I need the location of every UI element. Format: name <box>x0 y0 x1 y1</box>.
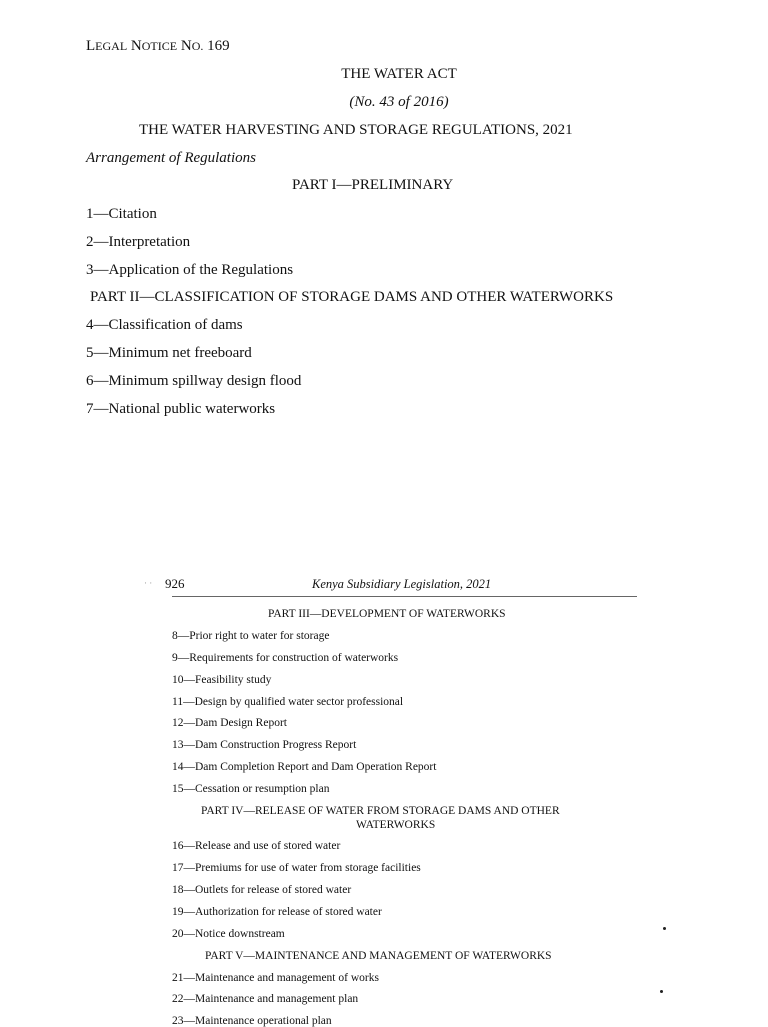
notice-cap-n: N <box>130 38 142 54</box>
part1-heading: PART I—PRELIMINARY <box>292 177 454 193</box>
part1-item: 1—Citation <box>86 206 157 222</box>
part3-item: 13—Dam Construction Progress Report <box>172 739 357 751</box>
notice-cap-n2: N <box>180 38 192 54</box>
running-header: Kenya Subsidiary Legislation, 2021 <box>312 577 492 591</box>
part3-item: 10—Feasibility study <box>172 674 272 686</box>
part3-item: 8—Prior right to water for storage <box>172 630 330 642</box>
part5-item: 23—Maintenance operational plan <box>172 1015 332 1027</box>
part5-item: 21—Maintenance and management of works <box>172 972 379 984</box>
act-title: THE WATER ACT <box>341 66 457 82</box>
part5-item: 22—Maintenance and management plan <box>172 993 359 1005</box>
part1-item: 3—Application of the Regulations <box>86 262 294 278</box>
scan-speck <box>660 990 663 993</box>
part4-heading-line1: PART IV—RELEASE OF WATER FROM STORAGE DAMS AND OTHER <box>201 805 560 817</box>
notice-number: 169 <box>207 38 230 54</box>
notice-rest-o: O. <box>191 39 204 53</box>
page-number: 926 <box>165 576 185 591</box>
part3-item: 15—Cessation or resumption plan <box>172 783 330 795</box>
part4-heading-line2: WATERWORKS <box>356 819 436 831</box>
scan-speck <box>663 927 666 930</box>
part1-item: 2—Interpretation <box>86 234 191 250</box>
part2-item: 6—Minimum spillway design flood <box>86 373 302 389</box>
scan-smudge: · · <box>144 578 153 588</box>
part2-item: 7—National public waterworks <box>86 401 276 417</box>
part4-item: 17—Premiums for use of water from storage facilities <box>172 862 421 874</box>
notice-rest-egal: EGAL <box>95 39 128 53</box>
header-rule <box>172 596 637 597</box>
part4-item: 16—Release and use of stored water <box>172 840 341 852</box>
part2-item: 4—Classification of dams <box>86 317 243 333</box>
part2-item: 5—Minimum net freeboard <box>86 345 252 361</box>
part2-heading: PART II—CLASSIFICATION OF STORAGE DAMS AND OTHER WATERWORKS <box>90 289 614 305</box>
part4-item: 20—Notice downstream <box>172 928 285 940</box>
part5-heading: PART V—MAINTENANCE AND MANAGEMENT OF WATERWORKS <box>205 950 552 962</box>
act-number: (No. 43 of 2016) <box>349 94 449 110</box>
legal-notice-line <box>86 38 230 55</box>
regulations-title: THE WATER HARVESTING AND STORAGE REGULATIONS, 2021 <box>139 122 573 138</box>
part3-item: 9—Requirements for construction of waterworks <box>172 652 399 664</box>
part4-item: 18—Outlets for release of stored water <box>172 884 352 896</box>
part4-item: 19—Authorization for release of stored water <box>172 906 382 918</box>
notice-rest-otice: OTICE <box>141 39 178 53</box>
part3-item: 11—Design by qualified water sector professional <box>172 696 404 708</box>
notice-cap-l: L <box>86 38 96 54</box>
part3-item: 14—Dam Completion Report and Dam Operation Report <box>172 761 437 773</box>
part3-item: 12—Dam Design Report <box>172 717 287 729</box>
arrangement-heading: Arrangement of Regulations <box>86 150 256 166</box>
part3-heading: PART III—DEVELOPMENT OF WATERWORKS <box>268 608 506 620</box>
